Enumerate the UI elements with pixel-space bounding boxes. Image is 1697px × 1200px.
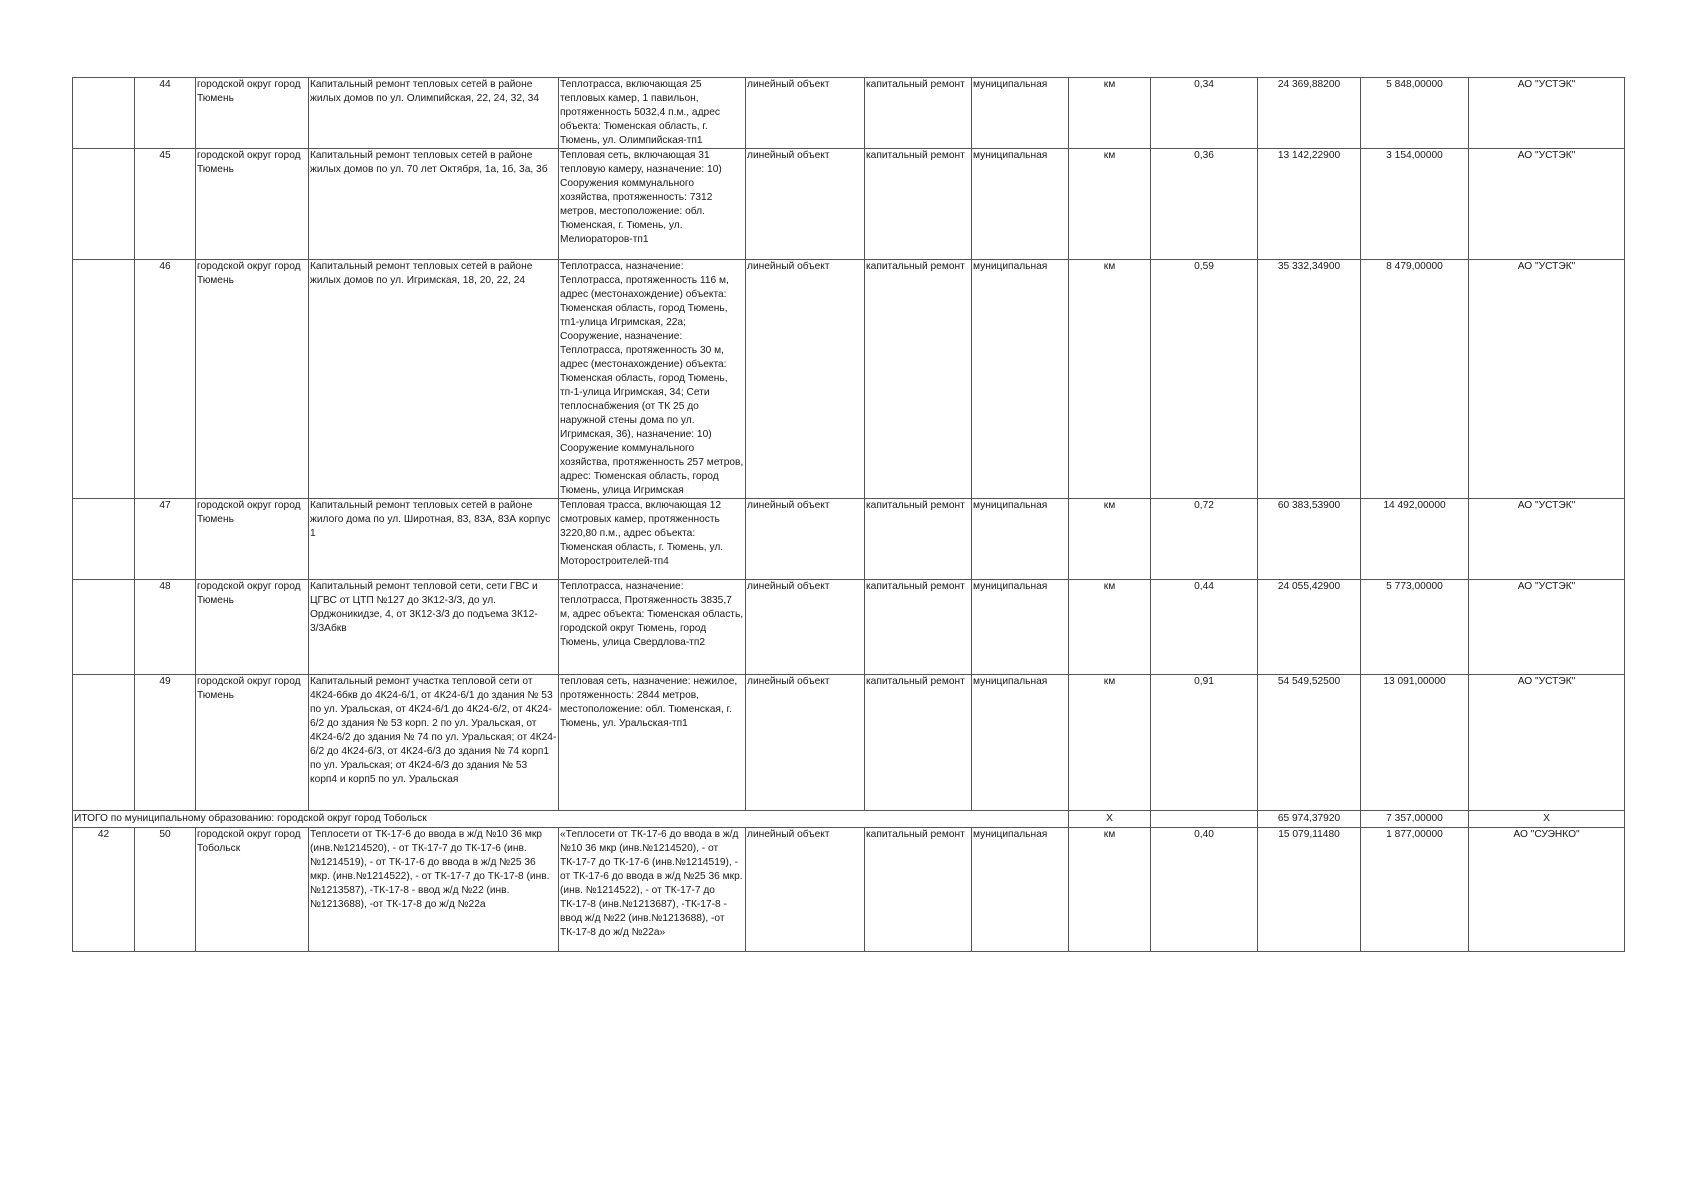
row-number: 46 [135,260,196,499]
unit-cell: км [1069,675,1151,811]
object-type-cell: линейный объект [746,580,865,675]
object-description-cell: Тепловая трасса, включающая 12 смотровых камер, протяженность 3220,80 п.м., адрес объекта: Тюменская область, г. Тюмень, ул. Моторостроителей-тп4 [559,499,746,580]
ownership-cell: муниципальная [972,828,1069,952]
ownership-cell: муниципальная [972,149,1069,260]
budget-cell: 14 492,00000 [1361,499,1469,580]
project-name-cell: Капитальный ремонт тепловых сетей в районе жилых домов по ул. Игримская, 18, 20, 22, 24 [309,260,559,499]
budget-cell: 3 154,00000 [1361,149,1469,260]
work-type-cell: капитальный ремонт [865,499,972,580]
table-row [73,580,1625,675]
project-name-cell: Капитальный ремонт тепловых сетей в районе жилых домов по ул. 70 лет Октября, 1а, 1б, 3а, 3б [309,149,559,260]
cost-cell: 54 549,52500 [1258,675,1361,811]
quantity-cell: 0,34 [1151,78,1258,149]
cost-cell: 13 142,22900 [1258,149,1361,260]
row-number: 44 [135,78,196,149]
group-cell [73,499,135,580]
unit-cell: км [1069,260,1151,499]
project-name-cell: Капитальный ремонт тепловой сети, сети ГВС и ЦГВС от ЦТП №127 до 3К12-3/3, до ул. Орджоникидзе, 4, от 3К12-3/3 до подъема 3К12-3/3Абкв [309,580,559,675]
object-type-cell: линейный объект [746,78,865,149]
total-quantity-cell [1151,811,1258,828]
row-number: 48 [135,580,196,675]
work-type-cell: капитальный ремонт [865,675,972,811]
object-description-cell: Теплотрасса, включающая 25 тепловых камер, 1 павильон, протяженность 5032,4 п.м., адрес объекта: Тюменская область, г. Тюмень, ул. Олимпийская-тп1 [559,78,746,149]
budget-cell: 1 877,00000 [1361,828,1469,952]
work-type-cell: капитальный ремонт [865,828,972,952]
municipality-cell: городской округ город Тюмень [196,260,309,499]
object-type-cell: линейный объект [746,260,865,499]
project-name-cell: Теплосети от ТК-17-6 до ввода в ж/д №10 36 мкр (инв.№1214520), - от ТК-17-7 до ТК-17-6 (инв. №1214519), - от ТК-17-6 до ввода в ж/д №25 36 мкр. (инв.№1214522), - от ТК-17-7 до ТК-17-8 (инв. №1213587), -ТК-17-8 - ввод ж/д №22 (инв. №1213688), -от ТК-17-8 до ж/д №22а [309,828,559,952]
unit-cell: км [1069,499,1151,580]
group-cell: 42 [73,828,135,952]
unit-cell: км [1069,580,1151,675]
quantity-cell: 0,91 [1151,675,1258,811]
unit-cell: км [1069,78,1151,149]
table-row [73,828,1625,952]
executor-cell: АО "СУЭНКО" [1469,828,1625,952]
executor-cell: АО "УСТЭК" [1469,580,1625,675]
total-label: ИТОГО по муниципальному образованию: городской округ город Тобольск [73,811,1069,828]
executor-cell: АО "УСТЭК" [1469,675,1625,811]
row-number: 49 [135,675,196,811]
budget-cell: 5 848,00000 [1361,78,1469,149]
table-row [73,675,1625,811]
project-name-cell: Капитальный ремонт участка тепловой сети от 4К24-6бкв до 4К24-6/1, от 4К24-6/1 до здания № 53 по ул. Уральская, от 4К24-6/1 до 4К24-6/2, от 4К24-6/2 до здания № 53 корп. 2 по ул. Уральская, от 4К24-6/2 до здания № 74 по ул. Уральская; от 4К24-6/2 до 4К24-6/3, от 4К24-6/3 до здания № 74 корп1 по ул. Уральская; от 4К24-6/3 до здания № 53 корп4 и корп5 по ул. Уральская [309,675,559,811]
work-type-cell: капитальный ремонт [865,149,972,260]
municipality-cell: городской округ город Тюмень [196,675,309,811]
group-cell [73,149,135,260]
row-number: 47 [135,499,196,580]
total-executor-cell: X [1469,811,1625,828]
budget-cell: 8 479,00000 [1361,260,1469,499]
quantity-cell: 0,72 [1151,499,1258,580]
group-cell [73,675,135,811]
object-description-cell: Тепловая сеть, включающая 31 тепловую камеру, назначение: 10) Сооружения коммунального хозяйства, протяженность: 7312 метров, местоположение: обл. Тюменская, г. Тюмень, ул. Мелиораторов-тп1 [559,149,746,260]
object-description-cell: Теплотрасса, назначение: теплотрасса, Протяженность 3835,7 м, адрес объекта: Тюменская область, городской округ Тюмень, город Тюмень, улица Свердлова-тп2 [559,580,746,675]
ownership-cell: муниципальная [972,260,1069,499]
municipality-cell: городской округ город Тюмень [196,499,309,580]
project-name-cell: Капитальный ремонт тепловых сетей в районе жилых домов по ул. Олимпийская, 22, 24, 32, 34 [309,78,559,149]
table-body [73,78,1625,952]
cost-cell: 15 079,11480 [1258,828,1361,952]
cost-cell: 24 055,42900 [1258,580,1361,675]
cost-cell: 35 332,34900 [1258,260,1361,499]
total-cost-cell: 65 974,37920 [1258,811,1361,828]
group-cell [73,580,135,675]
municipality-cell: городской округ город Тобольск [196,828,309,952]
quantity-cell: 0,44 [1151,580,1258,675]
row-number: 50 [135,828,196,952]
object-description-cell: тепловая сеть, назначение: нежилое, протяженность: 2844 метров, местоположение: обл. Тюменская, г. Тюмень, ул. Уральская-тп1 [559,675,746,811]
municipality-cell: городской округ город Тюмень [196,78,309,149]
table-row [73,78,1625,149]
budget-cell: 5 773,00000 [1361,580,1469,675]
capital-repair-table [72,77,1625,952]
municipality-cell: городской округ город Тюмень [196,580,309,675]
ownership-cell: муниципальная [972,580,1069,675]
total-budget-cell: 7 357,00000 [1361,811,1469,828]
table-row [73,149,1625,260]
quantity-cell: 0,36 [1151,149,1258,260]
row-number: 45 [135,149,196,260]
quantity-cell: 0,40 [1151,828,1258,952]
object-description-cell: «Теплосети от ТК-17-6 до ввода в ж/д №10 36 мкр (инв.№1214520), - от ТК-17-7 до ТК-17-6 (инв.№1214519), - от ТК-17-6 до ввода в ж/д №25 36 мкр. (инв. №1214522), - от ТК-17-7 до ТК-17-8 (инв.№1213687), -ТК-17-8 - ввод ж/д №22 (инв.№1213688), -от ТК-17-8 до ж/д №22а» [559,828,746,952]
object-type-cell: линейный объект [746,149,865,260]
executor-cell: АО "УСТЭК" [1469,78,1625,149]
object-description-cell: Теплотрасса, назначение: Теплотрасса, протяженность 116 м, адрес (местонахождение) объекта: Тюменская область, город Тюмень, тп1-улица Игримская, 22а; Сооружение, назначение: Теплотрасса, протяженность 30 м, адрес (местонахождение) объекта: Тюменская область, город Тюмень, тп-1-улица Игримская, 34; Сети теплоснабжения (от ТК 25 до наружной стены дома по ул. Игримская, 36), назначение: 10) Сооружение коммунального хозяйства, протяженность 257 метров, адрес: Тюменская область, город Тюмень, улица Игримская [559,260,746,499]
ownership-cell: муниципальная [972,78,1069,149]
object-type-cell: линейный объект [746,675,865,811]
unit-cell: км [1069,149,1151,260]
municipality-cell: городской округ город Тюмень [196,149,309,260]
executor-cell: АО "УСТЭК" [1469,499,1625,580]
group-cell [73,78,135,149]
work-type-cell: капитальный ремонт [865,260,972,499]
total-unit-cell: X [1069,811,1151,828]
unit-cell: км [1069,828,1151,952]
budget-cell: 13 091,00000 [1361,675,1469,811]
table-row [73,499,1625,580]
work-type-cell: капитальный ремонт [865,78,972,149]
cost-cell: 60 383,53900 [1258,499,1361,580]
executor-cell: АО "УСТЭК" [1469,260,1625,499]
cost-cell: 24 369,88200 [1258,78,1361,149]
work-type-cell: капитальный ремонт [865,580,972,675]
quantity-cell: 0,59 [1151,260,1258,499]
table-row [73,260,1625,499]
ownership-cell: муниципальная [972,675,1069,811]
executor-cell: АО "УСТЭК" [1469,149,1625,260]
ownership-cell: муниципальная [972,499,1069,580]
group-cell [73,260,135,499]
project-name-cell: Капитальный ремонт тепловых сетей в районе жилого дома по ул. Широтная, 83, 83А, 83А корпус 1 [309,499,559,580]
total-row [73,811,1625,828]
object-type-cell: линейный объект [746,499,865,580]
object-type-cell: линейный объект [746,828,865,952]
